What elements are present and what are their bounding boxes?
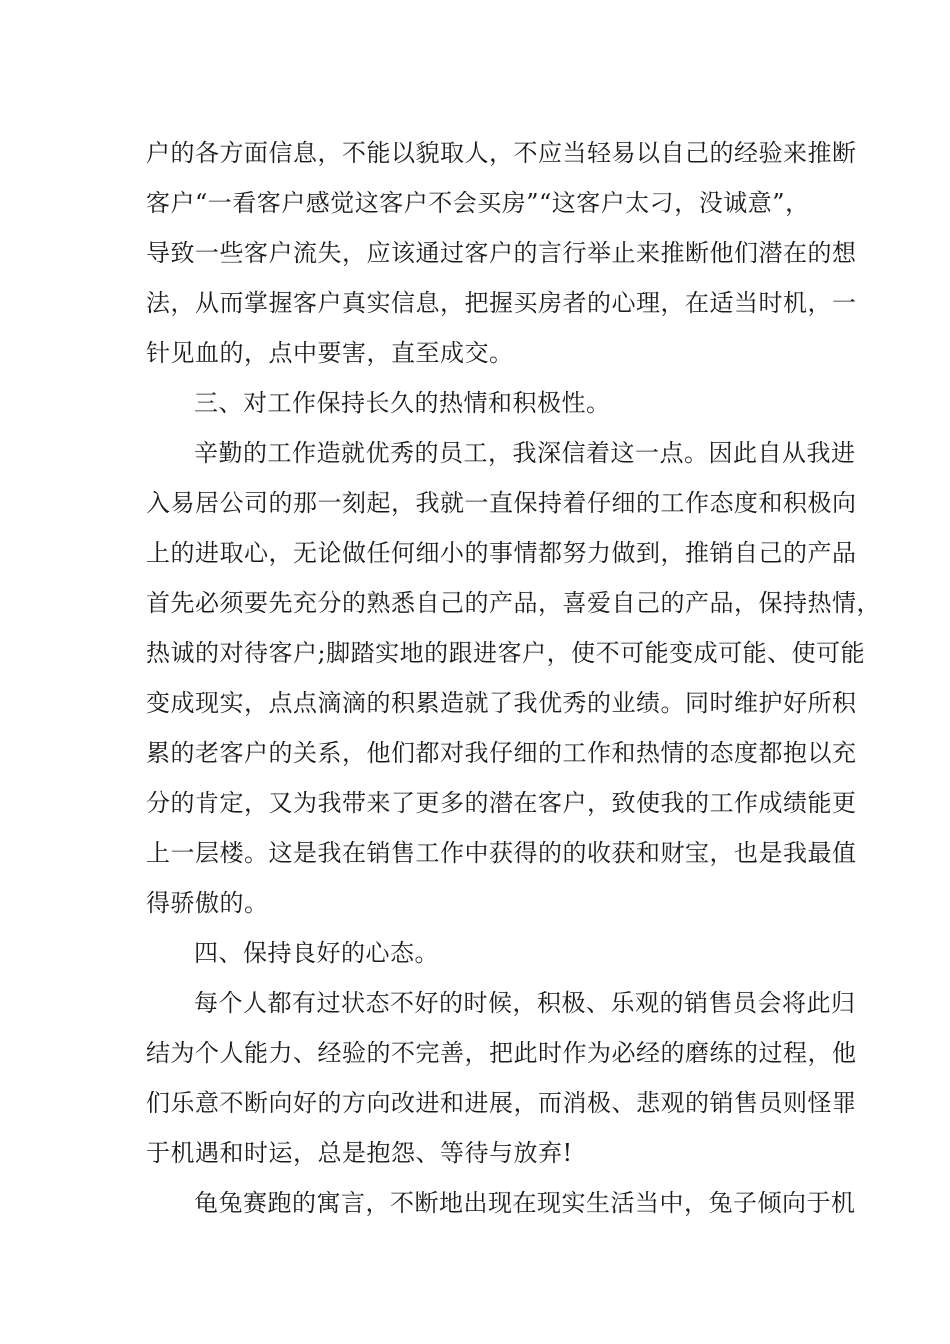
text-line: 针见血的，点中要害，直至成交。: [146, 339, 514, 367]
paragraph-start-line: 龟兔赛跑的寓言，不断地出现在现实生活当中，兔子倾向于机: [194, 1189, 856, 1217]
section-heading: 四、保持良好的心态。: [194, 939, 439, 967]
text-line: 于机遇和时运，总是抱怨、等待与放弃!: [146, 1139, 573, 1167]
text-line: 累的老客户的关系，他们都对我仔细的工作和热情的态度都抱以充: [146, 739, 857, 767]
text-line: 得骄傲的。: [146, 889, 269, 917]
text-line: 结为个人能力、经验的不完善，把此时作为必经的磨练的过程，他: [146, 1039, 857, 1067]
paragraph-start-line: 辛勤的工作造就优秀的员工，我深信着这一点。因此自从我进: [194, 439, 856, 467]
text-line: 导致一些客户流失，应该通过客户的言行举止来推断他们潜在的想: [146, 239, 857, 267]
text-line: 首先必须要先充分的熟悉自己的产品，喜爱自己的产品，保持热情，: [146, 589, 881, 617]
text-line: 热诚的对待客户;脚踏实地的跟进客户，使不可能变成可能、使可能: [146, 639, 866, 667]
text-line: 变成现实，点点滴滴的积累造就了我优秀的业绩。同时维护好所积: [146, 689, 857, 717]
text-line: 入易居公司的那一刻起，我就一直保持着仔细的工作态度和积极向: [146, 489, 857, 517]
text-line: 法，从而掌握客户真实信息，把握买房者的心理，在适当时机，一: [146, 289, 857, 317]
document-body: [146, 128, 881, 1228]
text-line: 上的进取心，无论做任何细小的事情都努力做到，推销自己的产品: [146, 539, 857, 567]
paragraph-start-line: 每个人都有过状态不好的时候，积极、乐观的销售员会将此归: [194, 989, 856, 1017]
text-line: 上一层楼。这是我在销售工作中获得的的收获和财宝，也是我最值: [146, 839, 857, 867]
text-line: 客户“一看客户感觉这客户不会买房”“这客户太刁，没诚意”，: [146, 189, 810, 217]
section-heading: 三、对工作保持长久的热情和积极性。: [194, 389, 611, 417]
text-line: 分的肯定，又为我带来了更多的潜在客户，致使我的工作成绩能更: [146, 789, 857, 817]
text-line: 们乐意不断向好的方向改进和进展，而消极、悲观的销售员则怪罪: [146, 1089, 857, 1117]
text-line: 户的各方面信息，不能以貌取人，不应当轻易以自己的经验来推断: [146, 139, 857, 167]
